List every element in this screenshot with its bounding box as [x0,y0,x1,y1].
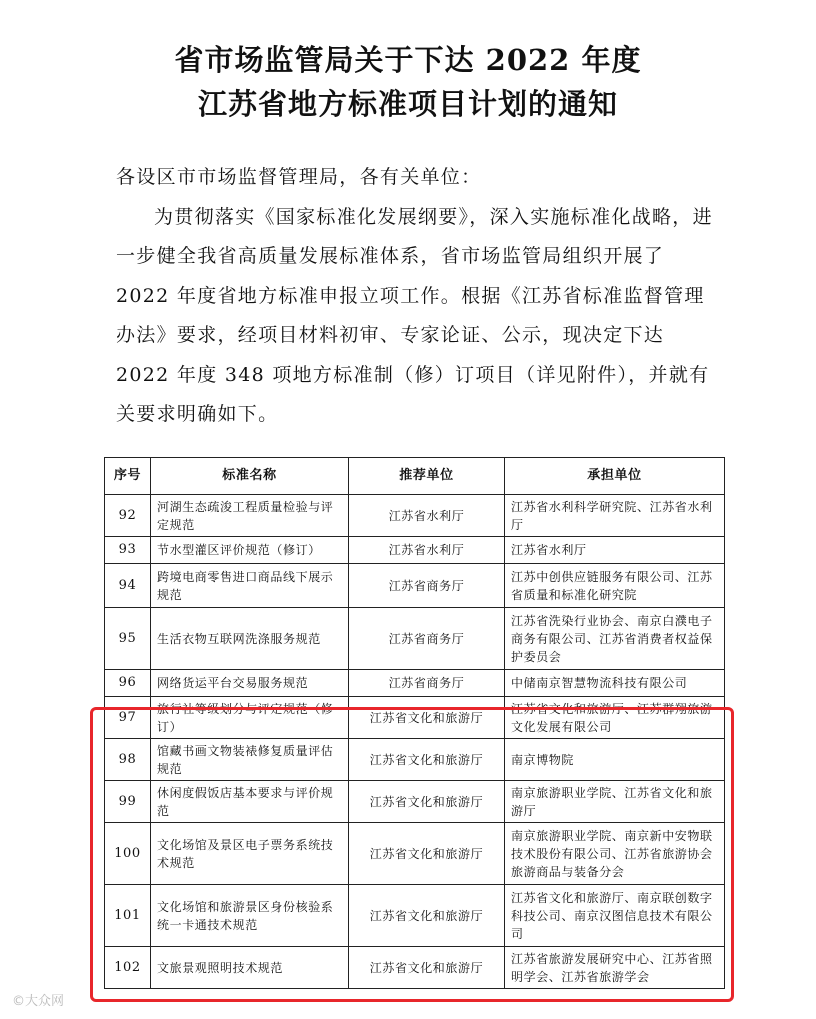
table-row [105,537,725,564]
row-name: 文化场馆和旅游景区身份核验系统一卡通技术规范 [151,885,349,947]
watermark: ©大众网 [12,994,65,1009]
body-paragraph: 为贯彻落实《国家标准化发展纲要》，深入实施标准化战略，进一步健全我省高质量发展标准体系，省市场监管局组织开展了 2022 年度省地方标准申报立项工作。根据《江苏省标准监督管理办法》要求，经项目材料初审、专家论证、公示，现决定下达 2022 年度 348 项地方标准制（修）订项目（详见附件），并就有关要求明确如下。 [116,205,713,425]
row-undertaker: 江苏省旅游发展研究中心、江苏省照明学会、江苏省旅游学会 [505,947,725,989]
row-undertaker: 江苏省文化和旅游厅、江苏群翔旅游文化发展有限公司 [505,697,725,739]
row-recommender: 江苏省商务厅 [349,608,505,670]
table-row [105,564,725,608]
header-undertaker: 承担单位 [505,458,725,495]
table-row [105,781,725,823]
notice-body [116,158,716,435]
header-no: 序号 [105,458,151,495]
header-recommender: 推荐单位 [349,458,505,495]
row-recommender: 江苏省商务厅 [349,564,505,608]
row-undertaker: 江苏省水利厅 [505,537,725,564]
row-name: 生活衣物互联网洗涤服务规范 [151,608,349,670]
row-no: 94 [105,564,151,608]
table-row [105,947,725,989]
row-name: 文化场馆及景区电子票务系统技术规范 [151,823,349,885]
row-recommender: 江苏省文化和旅游厅 [349,885,505,947]
table-row [105,697,725,739]
table-row [105,608,725,670]
row-name: 馆藏书画文物装裱修复质量评估规范 [151,739,349,781]
row-no: 102 [105,947,151,989]
row-name: 跨境电商零售进口商品线下展示规范 [151,564,349,608]
row-name: 河湖生态疏浚工程质量检验与评定规范 [151,495,349,537]
row-name: 文旅景观照明技术规范 [151,947,349,989]
row-no: 97 [105,697,151,739]
row-no: 100 [105,823,151,885]
row-recommender: 江苏省商务厅 [349,670,505,697]
row-undertaker: 南京旅游职业学院、南京新中安物联技术股份有限公司、江苏省旅游协会旅游商品与装备分会 [505,823,725,885]
row-recommender: 江苏省文化和旅游厅 [349,697,505,739]
row-recommender: 江苏省文化和旅游厅 [349,823,505,885]
row-no: 98 [105,739,151,781]
row-recommender: 江苏省水利厅 [349,537,505,564]
row-no: 101 [105,885,151,947]
row-no: 95 [105,608,151,670]
row-recommender: 江苏省文化和旅游厅 [349,781,505,823]
row-undertaker: 江苏省文化和旅游厅、南京联创数字科技公司、南京汉图信息技术有限公司 [505,885,725,947]
table-row [105,823,725,885]
row-name: 节水型灌区评价规范（修订） [151,537,349,564]
row-no: 93 [105,537,151,564]
row-undertaker: 江苏省洗染行业协会、南京白濮电子商务有限公司、江苏省消费者权益保护委员会 [505,608,725,670]
table-row [105,670,725,697]
table-row [105,495,725,537]
row-undertaker: 南京博物院 [505,739,725,781]
row-no: 96 [105,670,151,697]
row-undertaker: 中储南京智慧物流科技有限公司 [505,670,725,697]
row-recommender: 江苏省文化和旅游厅 [349,739,505,781]
table-header-row [105,458,725,495]
table-row [105,885,725,947]
row-name: 休闲度假饭店基本要求与评价规范 [151,781,349,823]
row-recommender: 江苏省水利厅 [349,495,505,537]
row-no: 99 [105,781,151,823]
row-undertaker: 江苏中创供应链服务有限公司、江苏省质量和标准化研究院 [505,564,725,608]
row-name: 旅行社等级划分与评定规范（修订） [151,697,349,739]
table-row [105,739,725,781]
document-title-line2: 江苏省地方标准项目计划的通知 [197,87,618,121]
row-undertaker: 南京旅游职业学院、江苏省文化和旅游厅 [505,781,725,823]
header-name: 标准名称 [151,458,349,495]
row-recommender: 江苏省文化和旅游厅 [349,947,505,989]
row-no: 92 [105,495,151,537]
standards-table [104,457,725,989]
greeting: 各设区市市场监督管理局，各有关单位： [116,166,482,188]
row-undertaker: 江苏省水利科学研究院、江苏省水利厅 [505,495,725,537]
document-title-line1: 省市场监管局关于下达 2022 年度 [174,43,642,77]
row-name: 网络货运平台交易服务规范 [151,670,349,697]
